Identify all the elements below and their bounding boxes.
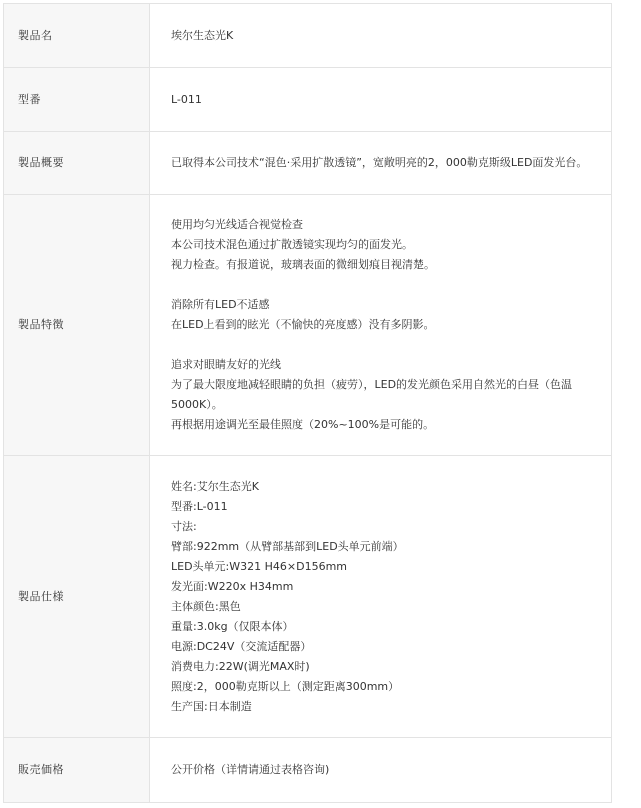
spec-line: 电源:DC24V（交流适配器） [171, 639, 312, 653]
row-model-number [4, 68, 612, 132]
value-product-summary: 已取得本公司技术“混色·采用扩散透镜”，宽敞明亮的2，000勒克斯级LED面发光台。 [150, 132, 612, 195]
row-product-name [4, 4, 612, 68]
spec-line: 主体颜色:黑色 [171, 599, 241, 613]
spec-line: 臂部:922mm（从臂部基部到LED头单元前端） [171, 539, 404, 553]
value-product-specs [150, 456, 612, 738]
row-product-specs [4, 456, 612, 738]
feature-text: 本公司技术混色通过扩散透镜实现均匀的面发光。 [171, 238, 413, 251]
feature-heading: 追求对眼睛友好的光线 [171, 358, 281, 371]
value-model-number: L-011 [150, 68, 612, 132]
spec-line: 姓名:艾尔生态光K [171, 479, 259, 493]
spacer [171, 335, 591, 355]
value-product-features [150, 195, 612, 456]
spec-line: 重量:3.0kg（仅限本体） [171, 619, 294, 633]
value-sales-price: 公开价格（详情请通过表格咨询) [150, 738, 612, 803]
spec-line: 照度:2，000勒克斯以上（测定距离300mm） [171, 679, 400, 693]
spec-line: 消费电力:22W(调光MAX时) [171, 659, 310, 673]
label-product-features: 製品特徴 [4, 195, 150, 456]
label-sales-price: 販売価格 [4, 738, 150, 803]
spec-line: LED头单元:W321 H46×D156mm [171, 559, 348, 573]
row-product-summary [4, 132, 612, 195]
spec-line: 型番:L-011 [171, 499, 228, 513]
label-product-specs: 製品仕様 [4, 456, 150, 738]
feature-text: 在LED上看到的眩光（不愉快的亮度感）没有多阴影。 [171, 318, 435, 331]
spec-line: 发光面:W220x H34mm [171, 579, 294, 593]
label-model-number: 型番 [4, 68, 150, 132]
value-product-name: 埃尔生态光K [150, 4, 612, 68]
row-product-features [4, 195, 612, 456]
spec-line: 寸法: [171, 519, 197, 533]
product-spec-table [3, 3, 612, 803]
feature-text: 为了最大限度地减轻眼睛的负担（疲劳），LED的发光颜色采用自然光的白昼（色温5000K）。 [171, 378, 573, 411]
spacer [171, 275, 591, 295]
label-product-name: 製品名 [4, 4, 150, 68]
feature-heading: 消除所有LED不适感 [171, 298, 270, 311]
label-product-summary: 製品概要 [4, 132, 150, 195]
spec-line: 生产国:日本制造 [171, 699, 252, 713]
feature-heading: 使用均匀光线适合视觉检查 [171, 218, 303, 231]
feature-text: 视力检查。有报道说，玻璃表面的微细划痕目视清楚。 [171, 258, 435, 271]
feature-text: 再根据用途调光至最佳照度（20%~100%是可能的。 [171, 418, 435, 431]
row-sales-price [4, 738, 612, 803]
